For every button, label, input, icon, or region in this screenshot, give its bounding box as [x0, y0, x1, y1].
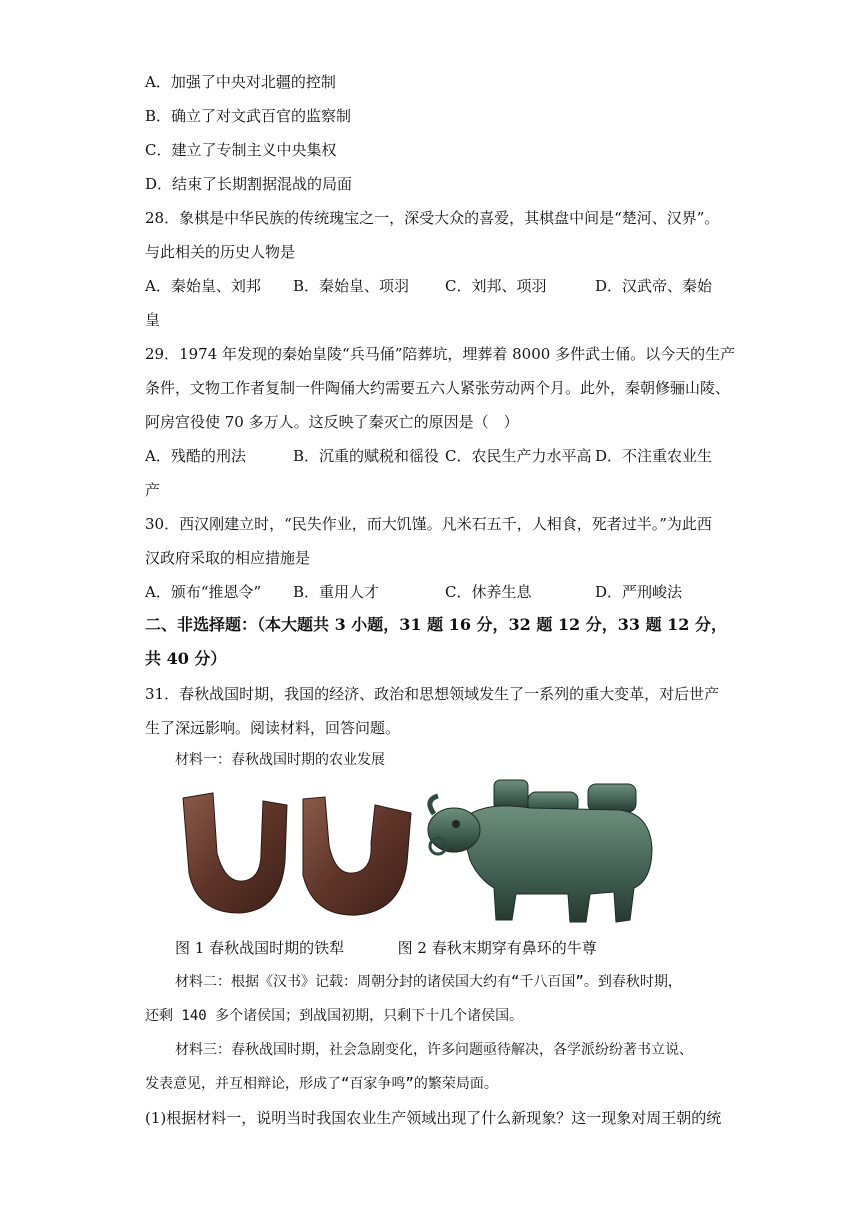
q29-option-a: A．残酷的刑法 — [145, 447, 246, 465]
iron-plow-figure — [175, 783, 420, 933]
figure-captions — [175, 938, 597, 958]
q30-option-a: A．颁布“推恩令” — [145, 583, 262, 601]
q30-option-c: C．休养生息 — [445, 583, 532, 601]
q27-option-a: A．加强了中央对北疆的控制 — [145, 73, 336, 91]
material-3-cont: 发表意见，并互相辩论，形成了“百家争鸣”的繁荣局面。 — [145, 1076, 498, 1092]
material-2-cont: 还剩 140 多个诸侯国；到战国初期，只剩下十几个诸侯国。 — [145, 1008, 524, 1024]
figure-2-caption: 图 2 春秋末期穿有鼻环的牛尊 — [397, 939, 597, 957]
q27-option-d: D．结束了长期割据混战的局面 — [145, 175, 353, 193]
q28-option-a: A．秦始皇、刘邦 — [145, 277, 261, 295]
ox-zun-image — [420, 770, 660, 935]
q28-options — [145, 276, 725, 296]
q28-stem-cont: 与此相关的历史人物是 — [145, 243, 296, 261]
section-title-cont: 共 40 分） — [145, 649, 227, 668]
q30-option-d: D．严刑峻法 — [595, 583, 683, 601]
q29-option-c: C．农民生产力水平高 — [445, 447, 592, 465]
q28-option-c: C．刘邦、项羽 — [445, 277, 547, 295]
q29-option-d-wrap: 产 — [145, 481, 161, 499]
q29-stem: 29．1974 年发现的秦始皇陵“兵马俑”陪葬坑，埋葬着 8000 多件武士俑。以今天的生产 — [145, 345, 736, 363]
q29-option-b: B．沉重的赋税和徭役 — [293, 447, 440, 465]
q31-sub-question-1: (1)根据材料一，说明当时我国农业生产领域出现了什么新现象？这一现象对周王朝的统 — [145, 1109, 722, 1127]
q27-option-c: C．建立了专制主义中央集权 — [145, 141, 337, 159]
material-2: 材料二：根据《汉书》记载：周朝分封的诸侯国大约有“千八百国”。到春秋时期， — [175, 974, 682, 990]
section-title: 二、非选择题：（本大题共 3 小题，31 题 16 分，32 题 12 分，33 题 12 分， — [145, 615, 728, 634]
ox-zun-figure — [420, 770, 660, 935]
iron-plow-image — [175, 783, 420, 933]
q29-stem-cont-2: 阿房宫役使 70 多万人。这反映了秦灭亡的原因是（ ） — [145, 413, 519, 431]
q28-option-d-wrap: 皇 — [145, 311, 161, 329]
q30-stem-cont: 汉政府采取的相应措施是 — [145, 549, 311, 567]
q29-stem-cont: 条件，文物工作者复制一件陶俑大约需要五六人紧张劳动两个月。此外，秦朝修骊山陵、 — [145, 379, 731, 397]
q29-option-d: D．不注重农业生 — [595, 447, 713, 465]
q30-stem: 30．西汉刚建立时，“民失作业，而大饥馑。凡米石五千，人相食，死者过半。”为此西 — [145, 515, 712, 533]
q29-options — [145, 446, 725, 466]
q31-stem-cont: 生了深远影响。阅读材料，回答问题。 — [145, 719, 401, 737]
q28-stem: 28．象棋是中华民族的传统瑰宝之一，深受大众的喜爱，其棋盘中间是“楚河、汉界”。 — [145, 209, 720, 227]
material-3: 材料三：春秋战国时期，社会急剧变化，许多问题亟待解决，各学派纷纷著书立说、 — [175, 1042, 693, 1058]
q28-option-b: B．秦始皇、项羽 — [293, 277, 410, 295]
material-1-title: 材料一：春秋战国时期的农业发展 — [175, 752, 385, 768]
q27-option-b: B．确立了对文武百官的监察制 — [145, 107, 352, 125]
q31-stem: 31．春秋战国时期，我国的经济、政治和思想领域发生了一系列的重大变革，对后世产 — [145, 685, 720, 703]
q30-options — [145, 582, 725, 602]
q28-option-d: D．汉武帝、秦始 — [595, 277, 713, 295]
q30-option-b: B．重用人才 — [293, 583, 380, 601]
figure-1-caption: 图 1 春秋战国时期的铁犁 — [175, 939, 345, 957]
